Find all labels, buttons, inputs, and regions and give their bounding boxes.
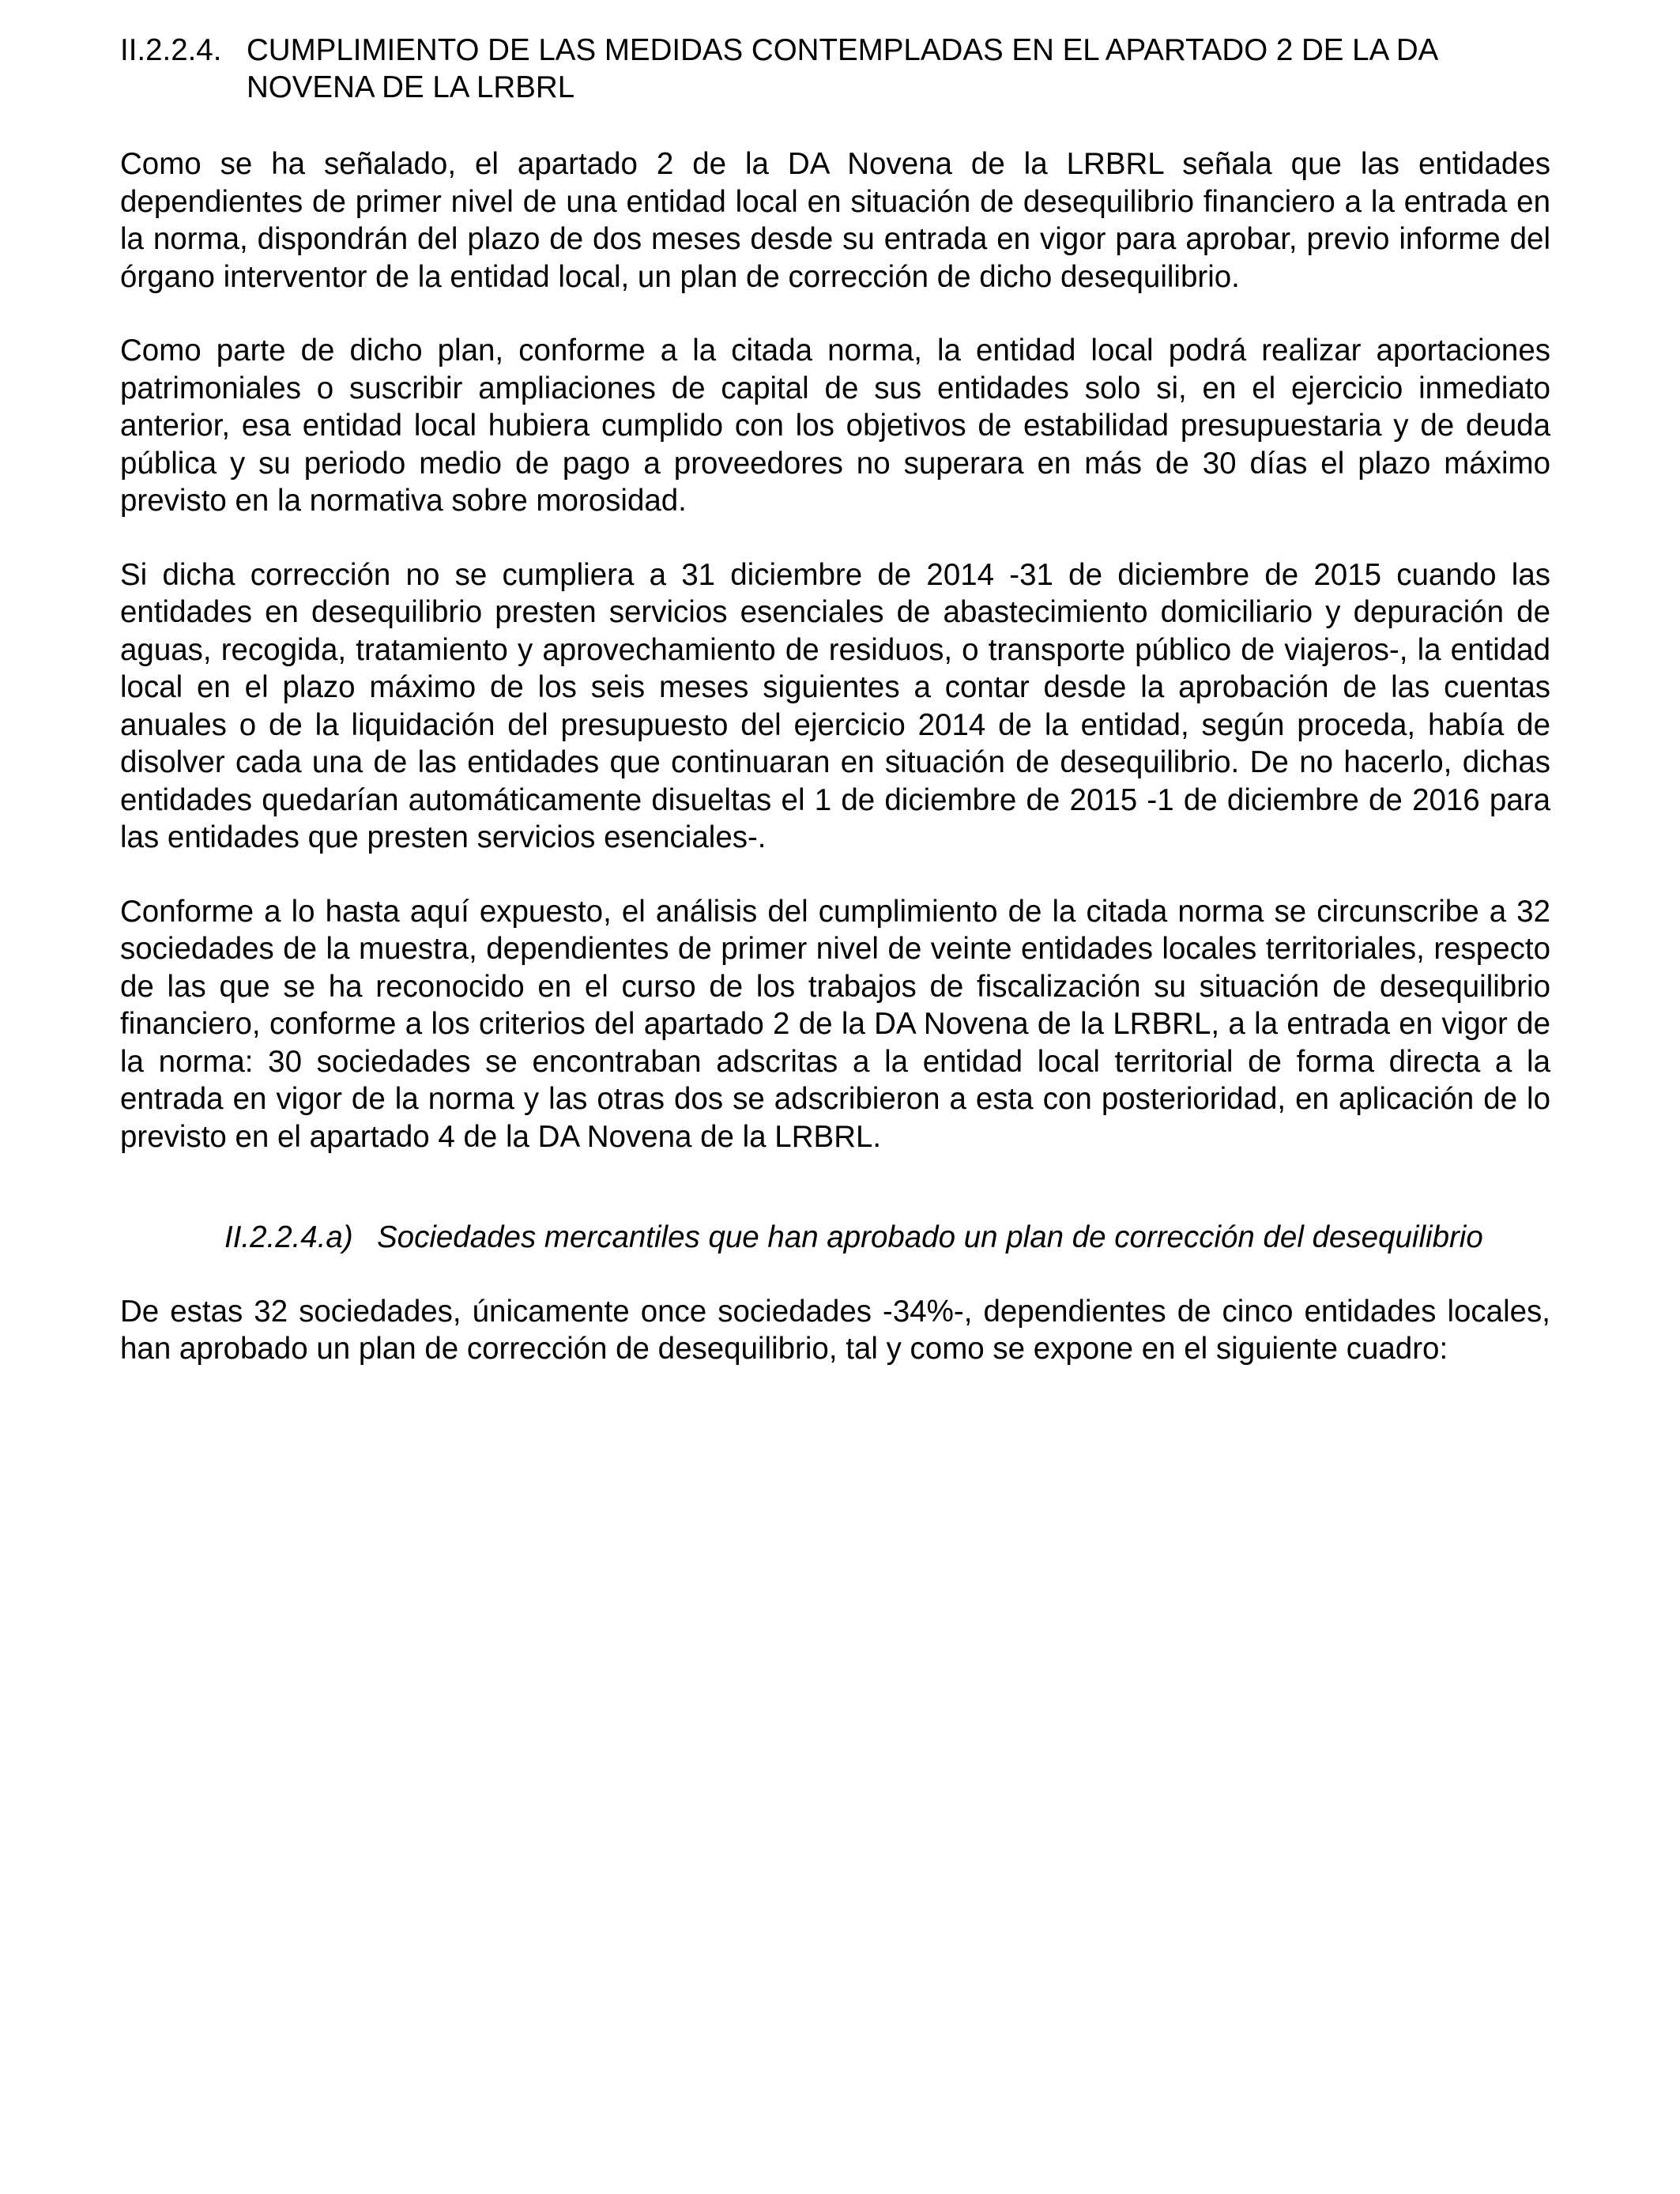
paragraph-2: Como parte de dicho plan, conforme a la citada norma, la entidad local podrá realizar aportaciones patrimoniales o suscribir ampliaciones de capital de sus entidades solo si, en el ejercicio inmediato anterior, esa entidad local hubiera cumplido con los objetivos de estabilidad presupuestaria y de deuda pública y su periodo medio de pago a proveedores no superara en más de 30 días el plazo máximo previsto en la normativa sobre morosidad. [120,334,1550,518]
subsection-number: II.2.2.4.a) [224,1220,353,1254]
paragraph-4: Conforme a lo hasta aquí expuesto, el análisis del cumplimiento de la citada norma se circunscribe a 32 sociedades de la muestra, dependientes de primer nivel de veinte entidades locales territoriales, respecto de las que se ha reconocido en el curso de los trabajos de fiscalización su situación de desequilibrio financiero, conforme a los criterios del apartado 2 de la DA Novena de la LRBRL, a la entrada en vigor de la norma: 30 sociedades se encontraban adscritas a la entidad local territorial de forma directa a la entrada en vigor de la norma y las otras dos se adscribieron a esta con posterioridad, en aplicación de lo previsto en el apartado 4 de la DA Novena de la LRBRL. [120,894,1550,1154]
paragraph-3: Si dicha corrección no se cumpliera a 31 diciembre de 2014 -31 de diciembre de 2015 cuando las entidades en desequilibrio presten servicios esenciales de abastecimiento domiciliario y depuración de aguas, recogida, tratamiento y aprovechamiento de residuos, o transporte público de viajeros-, la entidad local en el plazo máximo de los seis meses siguientes a contar desde la aprobación de las cuentas anuales o de la liquidación del presupuesto del ejercicio 2014 de la entidad, según proceda, había de disolver cada una de las entidades que continuaran en situación de desequilibrio. De no hacerlo, dichas entidades quedarían automáticamente disueltas el 1 de diciembre de 2015 -1 de diciembre de 2016 para las entidades que presten servicios esenciales-. [120,557,1550,854]
section-number: II.2.2.4. [120,33,222,67]
subsection-title: Sociedades mercantiles que han aprobado un plan de corrección del desequilibrio [377,1220,1483,1254]
paragraph-final: De estas 32 sociedades, únicamente once sociedades -34%-, dependientes de cinco entidades locales, han aprobado un plan de corrección de desequilibrio, tal y como se expone en el siguiente cuadro: [120,1294,1550,1366]
subsection-heading [224,1219,1550,1257]
section-heading [120,32,1550,106]
paragraph-1: Como se ha señalado, el apartado 2 de la DA Novena de la LRBRL señala que las entidades dependientes de primer nivel de una entidad local en situación de desequilibrio financiero a la entrada en la norma, dispondrán del plazo de dos meses desde su entrada en vigor para aprobar, previo informe del órgano interventor de la entidad local, un plan de corrección de dicho desequilibrio. [120,147,1550,294]
document-page [120,32,1550,1404]
section-title: CUMPLIMIENTO DE LAS MEDIDAS CONTEMPLADAS EN EL APARTADO 2 DE LA DA NOVENA DE LA LRBRL [247,33,1437,104]
